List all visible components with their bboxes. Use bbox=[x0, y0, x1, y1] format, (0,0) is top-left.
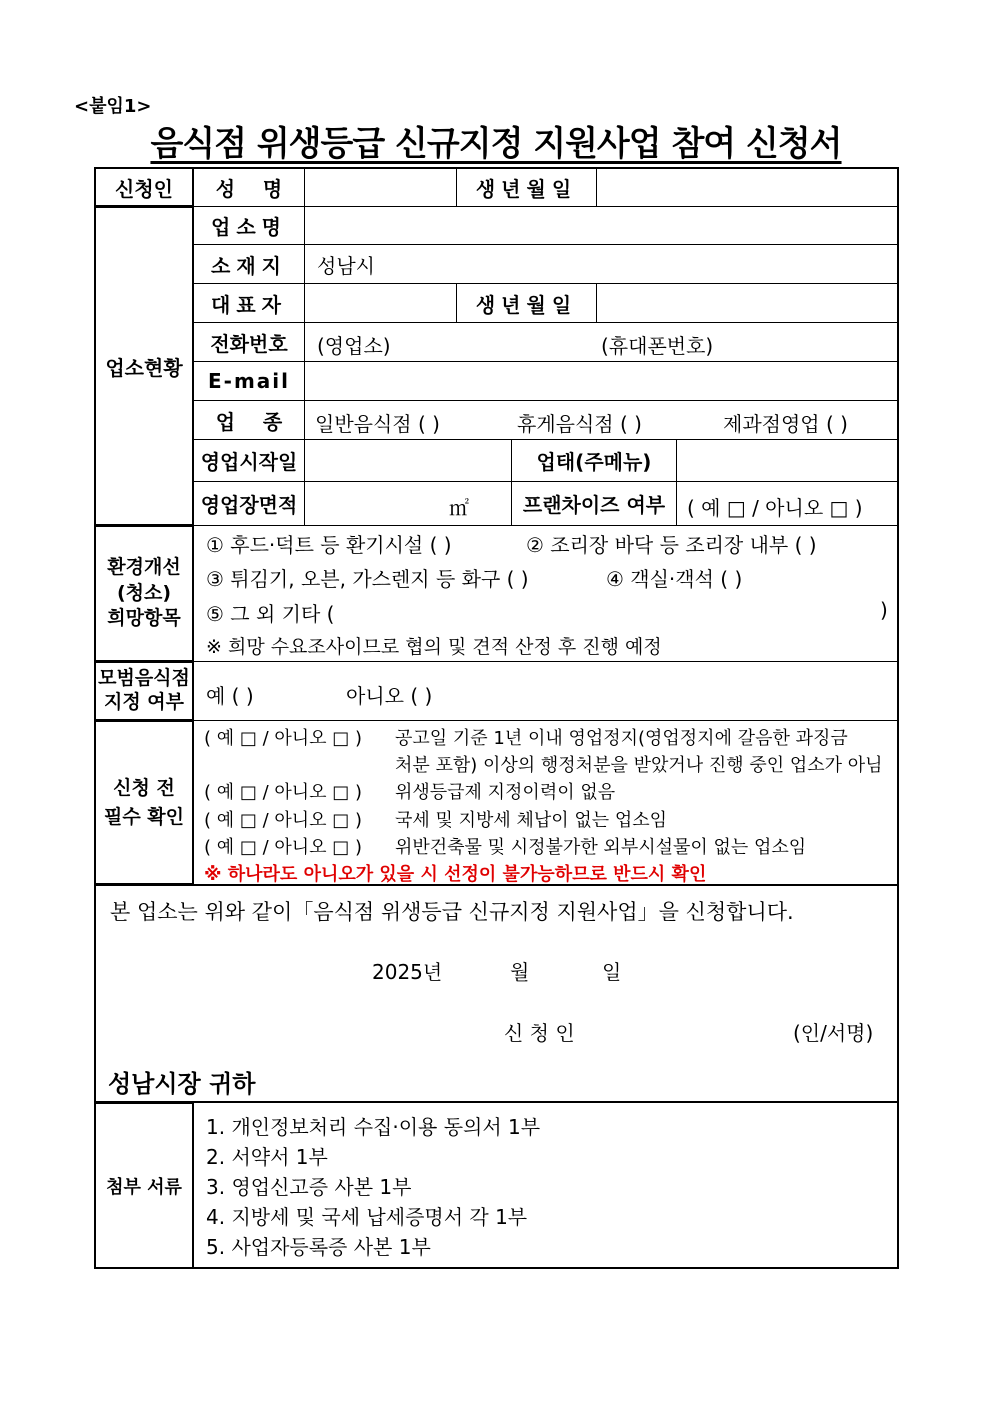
main-menu-field[interactable] bbox=[676, 439, 899, 482]
start-date-field[interactable] bbox=[304, 439, 512, 482]
precheck-2-text: 위생등급제 지정이력이 없음 bbox=[395, 782, 616, 803]
franchise-label: 프랜차이즈 여부 bbox=[511, 481, 677, 526]
phone-field[interactable] bbox=[304, 322, 899, 362]
declaration-year: 2025년 bbox=[372, 960, 443, 984]
address-label: 소재지 bbox=[193, 244, 305, 284]
precheck-1-checkbox[interactable]: ( 예 □ / 아니오 □ ) bbox=[204, 728, 363, 749]
precheck-field bbox=[193, 720, 899, 885]
precheck-4-text: 위반건축물 및 시정불가한 외부시설물이 없는 업소임 bbox=[395, 837, 807, 858]
franchise-field[interactable] bbox=[676, 481, 899, 526]
model-field bbox=[193, 661, 899, 721]
environment-section-label: 환경개선 (청소) 희망항목 bbox=[94, 525, 194, 662]
address-field[interactable]: 성남시 bbox=[304, 244, 899, 284]
env-item-4[interactable]: ④ 객실·객석 ( ) bbox=[606, 567, 743, 591]
model-no[interactable]: 아니오 ( ) bbox=[346, 684, 433, 708]
rep-field[interactable] bbox=[304, 283, 457, 323]
form-title: 음식점 위생등급 신규지정 지원사업 참여 신청서 bbox=[150, 124, 842, 164]
precheck-1-text-cont: 처분 포함) 이상의 행정처분을 받았거나 진행 중인 업소가 아님 bbox=[395, 755, 883, 776]
declaration-month: 월 bbox=[510, 960, 530, 984]
business-type-label: 업 종 bbox=[193, 400, 305, 440]
attachments-list bbox=[193, 1102, 899, 1269]
attachment-item-2: 2. 서약서 1부 bbox=[206, 1145, 328, 1169]
rep-label: 대표자 bbox=[193, 283, 305, 323]
env-item-5[interactable]: ⑤ 그 외 기타 ( bbox=[206, 602, 335, 626]
shop-name-label: 업소명 bbox=[193, 206, 305, 245]
type-option-general[interactable]: 일반음식점 ( ) bbox=[315, 412, 440, 436]
model-yes[interactable]: 예 ( ) bbox=[206, 684, 254, 708]
declaration-block bbox=[94, 884, 899, 1103]
attachment-item-3: 3. 영업신고증 사본 1부 bbox=[206, 1175, 412, 1199]
phone-label: 전화번호 bbox=[193, 322, 305, 362]
precheck-3-text: 국세 및 지방세 체납이 없는 업소임 bbox=[395, 810, 668, 831]
area-unit: ㎡ bbox=[449, 496, 469, 520]
environment-field bbox=[193, 525, 899, 662]
applicant-section-label: 신청인 bbox=[94, 167, 194, 207]
phone-mobile-label: (휴대폰번호) bbox=[601, 334, 714, 358]
email-field[interactable] bbox=[304, 361, 899, 401]
business-type-field[interactable] bbox=[304, 400, 899, 440]
business-section-label: 업소현황 bbox=[94, 206, 194, 526]
declaration-applicant: 신 청 인 bbox=[504, 1021, 575, 1045]
model-section-label: 모범음식점 지정 여부 bbox=[94, 661, 194, 721]
main-menu-label: 업태(주메뉴) bbox=[511, 439, 677, 482]
type-option-bakery[interactable]: 제과점영업 ( ) bbox=[723, 412, 848, 436]
rep-birth-label: 생년월일 bbox=[456, 283, 597, 323]
env-item-2[interactable]: ② 조리장 바닥 등 조리장 내부 ( ) bbox=[526, 533, 817, 557]
env-item-3[interactable]: ③ 튀김기, 오븐, 가스렌지 등 화구 ( ) bbox=[206, 567, 529, 591]
applicant-name-field[interactable] bbox=[304, 167, 457, 207]
area-field[interactable] bbox=[304, 481, 512, 526]
addressee: 성남시장 귀하 bbox=[108, 1070, 256, 1098]
precheck-4-checkbox[interactable]: ( 예 □ / 아니오 □ ) bbox=[204, 837, 363, 858]
env-item-1[interactable]: ① 후드·덕트 등 환기시설 ( ) bbox=[206, 533, 452, 557]
signature-field[interactable]: (인/서명) bbox=[793, 1021, 874, 1045]
env-note: ※ 희망 수요조사이므로 협의 및 견적 산정 후 진행 예정 bbox=[206, 636, 662, 658]
precheck-1-text: 공고일 기준 1년 이내 영업정지(영업정지에 갈음한 과징금 bbox=[395, 728, 848, 749]
start-date-label: 영업시작일 bbox=[193, 439, 305, 482]
rep-birth-field[interactable] bbox=[596, 283, 899, 323]
type-option-rest[interactable]: 휴게음식점 ( ) bbox=[517, 412, 642, 436]
attachment-item-4: 4. 지방세 및 국세 납세증명서 각 1부 bbox=[206, 1205, 528, 1229]
attachment-label: <붙임1> bbox=[74, 96, 152, 117]
attachment-item-5: 5. 사업자등록증 사본 1부 bbox=[206, 1235, 431, 1259]
precheck-warning: ※ 하나라도 아니오가 있을 시 선정이 불가능하므로 반드시 확인 bbox=[204, 864, 707, 885]
applicant-birth-label: 생년월일 bbox=[456, 167, 597, 207]
declaration-statement: 본 업소는 위와 같이「음식점 위생등급 신규지정 지원사업」을 신청합니다. bbox=[110, 900, 794, 924]
applicant-name-label: 성 명 bbox=[193, 167, 305, 207]
precheck-3-checkbox[interactable]: ( 예 □ / 아니오 □ ) bbox=[204, 810, 363, 831]
phone-office-label: (영업소) bbox=[317, 334, 391, 358]
precheck-section-label: 신청 전 필수 확인 bbox=[94, 720, 194, 885]
applicant-birth-field[interactable] bbox=[596, 167, 899, 207]
attachments-section-label: 첨부 서류 bbox=[94, 1102, 194, 1269]
email-label: E-mail bbox=[193, 361, 305, 401]
franchise-options[interactable]: ( 예 □ / 아니오 □ ) bbox=[687, 496, 863, 520]
shop-name-field[interactable] bbox=[304, 206, 899, 245]
declaration-day: 일 bbox=[602, 960, 622, 984]
attachment-item-1: 1. 개인정보처리 수집·이용 동의서 1부 bbox=[206, 1115, 541, 1139]
env-item-5-close: ) bbox=[880, 598, 888, 622]
precheck-2-checkbox[interactable]: ( 예 □ / 아니오 □ ) bbox=[204, 782, 363, 803]
area-label: 영업장면적 bbox=[193, 481, 305, 526]
